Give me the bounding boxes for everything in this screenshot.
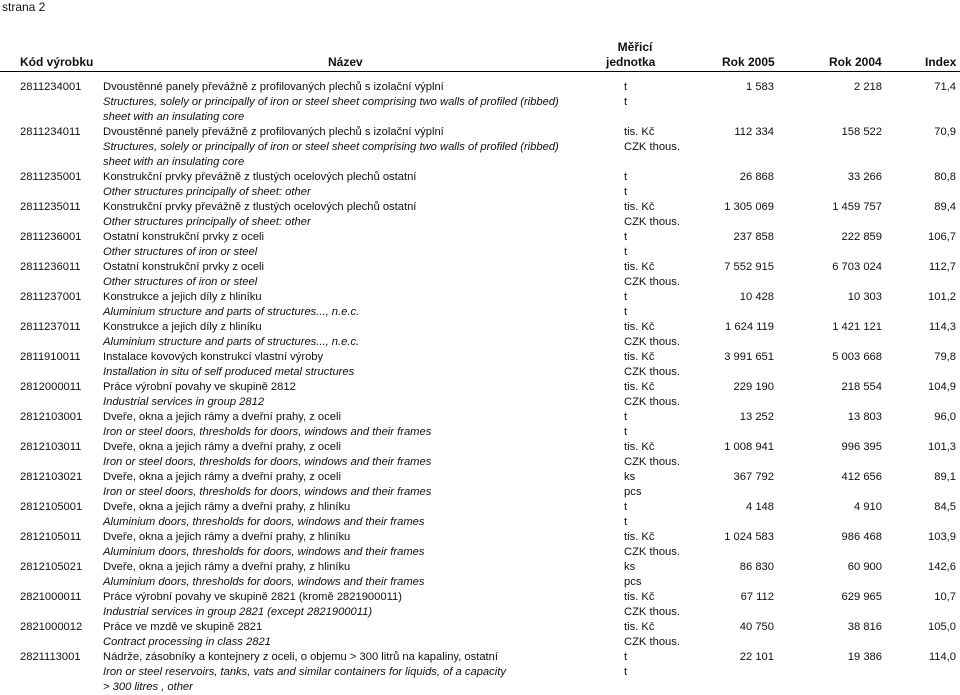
product-name-cz: Dveře, okna a jejich rámy a dveřní prahy, z oceli [103, 471, 341, 483]
product-name-cz: Dveře, okna a jejich rámy a dveřní prahy, z hliníku [103, 561, 351, 573]
unit-cz: t [624, 411, 628, 423]
product-name-cz: Dveře, okna a jejich rámy a dveřní prahy, z oceli [103, 441, 341, 453]
index-value: 105,0 [928, 621, 956, 633]
index-value: 96,0 [934, 411, 956, 423]
header-year-2004: Rok 2004 [829, 55, 882, 69]
product-name-en: > 300 litres , other [103, 681, 193, 693]
value-2005: 1 024 583 [724, 531, 774, 543]
unit-cz: tis. Kč [624, 381, 655, 393]
value-2004: 629 965 [841, 591, 882, 603]
product-code: 2821000011 [20, 591, 82, 603]
product-code: 2811237001 [20, 291, 82, 303]
unit-en: t [624, 426, 628, 438]
unit-cz: ks [624, 471, 636, 483]
value-2005: 7 552 915 [724, 261, 774, 273]
product-name-en: Structures, solely or principally of iron or steel sheet comprising two walls of profiled (ribbed) [103, 141, 559, 153]
product-name-cz: Nádrže, zásobníky a kontejnery z oceli, o objemu > 300 litrů na kapaliny, ostatní [103, 651, 498, 663]
unit-cz: t [624, 81, 628, 93]
product-name-en: sheet with an insulating core [103, 156, 245, 168]
unit-en: CZK thous. [624, 216, 680, 228]
product-code: 2821000012 [20, 621, 83, 633]
product-name-en: Other structures principally of sheet: other [103, 186, 311, 198]
product-name-en: Iron or steel doors, thresholds for doors, windows and their frames [103, 486, 432, 498]
unit-en: t [624, 186, 628, 198]
index-value: 89,4 [934, 201, 956, 213]
header-unit-line1: Měřicí [617, 40, 653, 54]
product-code: 2821113001 [20, 651, 81, 663]
unit-en: t [624, 306, 628, 318]
index-value: 10,7 [934, 591, 956, 603]
unit-cz: tis. Kč [624, 321, 655, 333]
unit-en: pcs [624, 486, 642, 498]
product-name-cz: Dvoustěnné panely převážně z profilovaných plechů s izolační výplní [103, 81, 444, 93]
value-2004: 10 303 [847, 291, 882, 303]
value-2005: 1 305 069 [724, 201, 774, 213]
index-value: 106,7 [928, 231, 956, 243]
product-code: 2812103011 [20, 441, 82, 453]
index-value: 103,9 [928, 531, 956, 543]
product-code: 2811234001 [20, 81, 82, 93]
table-row [0, 560, 960, 590]
product-name-cz: Práce výrobní povahy ve skupině 2821 (kromě 2821900011) [103, 591, 402, 603]
product-name-en: Aluminium doors, thresholds for doors, windows and their frames [103, 546, 425, 558]
product-name-cz: Instalace kovových konstrukcí vlastní výroby [103, 351, 324, 363]
unit-cz: tis. Kč [624, 201, 655, 213]
table-row [0, 590, 960, 620]
table-row [0, 500, 960, 530]
unit-cz: t [624, 651, 628, 663]
header-code: Kód výrobku [20, 55, 94, 69]
value-2005: 26 868 [739, 171, 774, 183]
unit-cz: t [624, 171, 628, 183]
unit-cz: t [624, 291, 628, 303]
table-row [0, 125, 960, 170]
index-value: 112,7 [928, 261, 956, 273]
unit-en: CZK thous. [624, 276, 680, 288]
table-row [0, 230, 960, 260]
value-2004: 38 816 [847, 621, 882, 633]
product-name-cz: Konstrukce a jejich díly z hliníku [103, 291, 262, 303]
index-value: 84,5 [934, 501, 956, 513]
product-code: 2811236011 [20, 261, 81, 273]
header-rule [0, 71, 960, 72]
product-name-en: Other structures of iron or steel [103, 246, 258, 258]
product-name-en: Contract processing in class 2821 [103, 636, 271, 648]
index-value: 89,1 [934, 471, 956, 483]
value-2004: 158 522 [841, 126, 882, 138]
value-2004: 222 859 [841, 231, 882, 243]
value-2005: 86 830 [739, 561, 774, 573]
unit-cz: tis. Kč [624, 621, 655, 633]
value-2004: 13 803 [847, 411, 882, 423]
index-value: 101,3 [928, 441, 956, 453]
table-row [0, 260, 960, 290]
unit-cz: ks [624, 561, 636, 573]
value-2005: 237 858 [733, 231, 774, 243]
product-name-en: Industrial services in group 2821 (except 2821900011) [103, 606, 373, 618]
product-name-en: Structures, solely or principally of iron or steel sheet comprising two walls of profiled (ribbed) [103, 96, 559, 108]
product-name-en: Aluminium structure and parts of structures..., n.e.c. [103, 336, 360, 348]
product-code: 2811234011 [20, 126, 81, 138]
unit-en: CZK thous. [624, 636, 680, 648]
product-name-cz: Konstrukční prvky převážně z tlustých ocelových plechů ostatní [103, 171, 417, 183]
value-2004: 218 554 [841, 381, 882, 393]
unit-cz: tis. Kč [624, 126, 655, 138]
value-2004: 412 656 [841, 471, 882, 483]
product-code: 2811235001 [20, 171, 82, 183]
table-row [0, 380, 960, 410]
unit-en: CZK thous. [624, 396, 680, 408]
value-2005: 229 190 [733, 381, 774, 393]
table-row [0, 530, 960, 560]
index-value: 71,4 [934, 81, 956, 93]
unit-cz: tis. Kč [624, 351, 655, 363]
product-name-en: Other structures of iron or steel [103, 276, 258, 288]
unit-cz: tis. Kč [624, 591, 655, 603]
value-2004: 996 395 [841, 441, 882, 453]
unit-en: t [624, 96, 628, 108]
value-2005: 10 428 [739, 291, 774, 303]
table-row [0, 290, 960, 320]
value-2004: 986 468 [841, 531, 882, 543]
product-name-cz: Dveře, okna a jejich rámy a dveřní prahy, z hliníku [103, 531, 351, 543]
product-code: 2811236001 [20, 231, 82, 243]
product-code: 2811910011 [20, 351, 81, 363]
unit-cz: t [624, 501, 628, 513]
table-row [0, 650, 960, 695]
product-name-cz: Dvoustěnné panely převážně z profilovaných plechů s izolační výplní [103, 126, 444, 138]
unit-en: t [624, 246, 628, 258]
unit-en: CZK thous. [624, 546, 680, 558]
product-name-en: Iron or steel doors, thresholds for doors, windows and their frames [103, 426, 432, 438]
product-name-en: Installation in situ of self produced metal structures [103, 366, 355, 378]
value-2005: 1 008 941 [724, 441, 774, 453]
product-name-cz: Ostatní konstrukční prvky z oceli [103, 261, 265, 273]
table-row [0, 470, 960, 500]
table-row [0, 410, 960, 440]
value-2004: 60 900 [847, 561, 882, 573]
value-2005: 67 112 [740, 591, 774, 603]
table-row [0, 320, 960, 350]
product-name-cz: Práce výrobní povahy ve skupině 2812 [103, 381, 296, 393]
product-code: 2812105011 [20, 531, 82, 543]
value-2005: 3 991 651 [724, 351, 774, 363]
product-name-en: Iron or steel reservoirs, tanks, vats and similar containers for liquids, of a capacity [103, 666, 506, 678]
unit-cz: tis. Kč [624, 441, 655, 453]
value-2004: 1 459 757 [832, 201, 882, 213]
table-row [0, 620, 960, 650]
unit-en: CZK thous. [624, 456, 680, 468]
product-name-en: Aluminium structure and parts of structures..., n.e.c. [103, 306, 360, 318]
product-name-cz: Práce ve mzdě ve skupině 2821 [103, 621, 263, 633]
index-value: 142,6 [928, 561, 956, 573]
product-name-cz: Konstrukce a jejich díly z hliníku [103, 321, 262, 333]
table-row [0, 200, 960, 230]
product-name-cz: Dveře, okna a jejich rámy a dveřní prahy, z oceli [103, 411, 341, 423]
product-code: 2811235011 [20, 201, 81, 213]
unit-cz: tis. Kč [624, 261, 655, 273]
product-name-en: Iron or steel doors, thresholds for doors, windows and their frames [103, 456, 432, 468]
header-unit-line2: jednotka [606, 55, 656, 69]
product-name-en: Industrial services in group 2812 [103, 396, 265, 408]
index-value: 80,8 [934, 171, 956, 183]
header-name: Název [328, 55, 363, 69]
index-value: 104,9 [928, 381, 956, 393]
index-value: 70,9 [934, 126, 956, 138]
product-name-en: Aluminium doors, thresholds for doors, windows and their frames [103, 576, 425, 588]
product-name-en: Other structures principally of sheet: other [103, 216, 311, 228]
value-2005: 367 792 [733, 471, 774, 483]
table-row [0, 350, 960, 380]
unit-cz: t [624, 231, 628, 243]
value-2004: 19 386 [847, 651, 882, 663]
product-code: 2812000011 [20, 381, 82, 393]
value-2005: 4 148 [746, 501, 774, 513]
index-value: 101,2 [928, 291, 956, 303]
value-2005: 22 101 [739, 651, 774, 663]
unit-en: CZK thous. [624, 366, 680, 378]
unit-en: CZK thous. [624, 141, 680, 153]
value-2004: 5 003 668 [832, 351, 882, 363]
table-row [0, 170, 960, 200]
product-code: 2812103001 [20, 411, 83, 423]
table-row [0, 80, 960, 125]
product-name-en: sheet with an insulating core [103, 111, 245, 123]
value-2004: 4 910 [854, 501, 882, 513]
value-2005: 112 334 [734, 126, 774, 138]
index-value: 79,8 [934, 351, 956, 363]
index-value: 114,0 [928, 651, 956, 663]
page-label: strana 2 [2, 0, 46, 14]
value-2005: 40 750 [739, 621, 774, 633]
product-code: 2812105021 [20, 561, 83, 573]
value-2004: 1 421 121 [832, 321, 882, 333]
product-code: 2812103021 [20, 471, 83, 483]
unit-en: t [624, 666, 628, 678]
unit-cz: tis. Kč [624, 531, 655, 543]
product-name-cz: Ostatní konstrukční prvky z oceli [103, 231, 265, 243]
product-name-cz: Dveře, okna a jejich rámy a dveřní prahy, z hliníku [103, 501, 351, 513]
unit-en: pcs [624, 576, 642, 588]
value-2005: 1 583 [746, 81, 774, 93]
product-name-en: Aluminium doors, thresholds for doors, windows and their frames [103, 516, 425, 528]
unit-en: CZK thous. [624, 336, 680, 348]
value-2004: 33 266 [847, 171, 882, 183]
product-code: 2811237011 [20, 321, 81, 333]
value-2005: 13 252 [739, 411, 774, 423]
unit-en: t [624, 516, 628, 528]
data-table [0, 80, 960, 695]
header-index: Index [925, 55, 957, 69]
product-code: 2812105001 [20, 501, 83, 513]
table-row [0, 440, 960, 470]
product-name-cz: Konstrukční prvky převážně z tlustých ocelových plechů ostatní [103, 201, 417, 213]
value-2005: 1 624 119 [725, 321, 774, 333]
value-2004: 2 218 [854, 81, 882, 93]
header-year-2005: Rok 2005 [722, 55, 775, 69]
value-2004: 6 703 024 [832, 261, 882, 273]
index-value: 114,3 [928, 321, 956, 333]
unit-en: CZK thous. [624, 606, 680, 618]
